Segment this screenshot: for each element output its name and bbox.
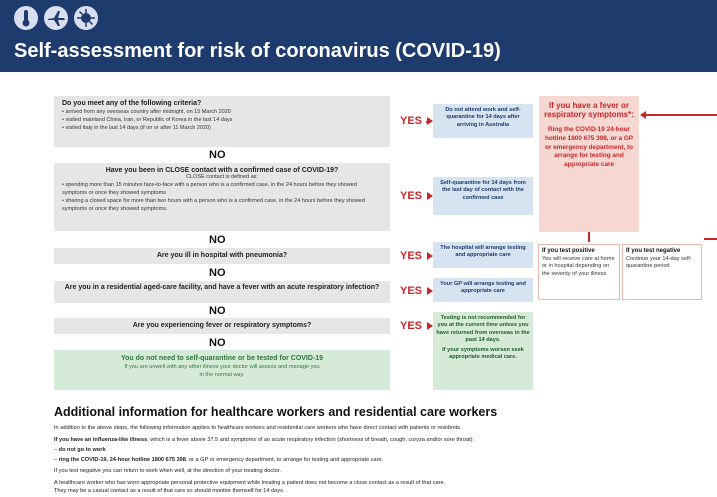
thermometer-icon — [14, 6, 38, 30]
close-contact-definition: CLOSE contact is defined as: — [186, 174, 258, 180]
criteria-bullet-3: • visited Italy in the last 14 days (if on or after 11 March 2020) — [62, 124, 211, 131]
additional-info-title: Additional information for healthcare workers and residential care workers — [54, 405, 498, 419]
influenza-line: If you have an influenza-like illness, which is a fever above 37.5 and symptoms of an acute respiratory infection (shortness of breath, cough, coryza and/or sore throat): — [54, 437, 475, 443]
test-positive-heading: If you test positive — [542, 248, 595, 254]
test-negative-box — [622, 244, 702, 300]
close-contact-question-box — [54, 163, 390, 231]
airplane-icon — [44, 6, 68, 30]
no-label-2: NO — [209, 234, 226, 246]
close-contact-bullet-1: • spending more than 15 minutes face-to-face with a person who is a confirmed case, in the 24 hours before they showed symptoms or once they showed symptoms — [62, 181, 357, 196]
yes-label-5: YES — [400, 320, 423, 332]
no-quarantine-title: You do not need to self-quarantine or be tested for COVID-19 — [120, 355, 324, 362]
criteria-question: Do you meet any of the following criteria? — [62, 100, 202, 107]
symptoms-question: Are you experiencing fever or respiratory symptoms? — [132, 322, 312, 329]
test-negative-heading: If you test negative — [626, 248, 681, 254]
ppe-line-2: They may be a casual contact as a result of that care so should monitor themself for 14 days. — [54, 488, 285, 494]
symptom-body: Ring the COVID-19 24-hour hotline 1800 675 398, or a GP or emergency department, to arrange for testing and appropriate care — [544, 126, 634, 168]
symptoms-question-box — [54, 318, 390, 334]
yes-label-4: YES — [400, 285, 423, 297]
bullet-do-not-work: – do not go to work — [54, 447, 106, 453]
no-label-1: NO — [209, 149, 226, 161]
outcome-box-5 — [433, 312, 533, 390]
criteria-bullet-1: • arrived from any overseas country after midnight, on 15 March 2020 — [62, 109, 231, 115]
no-label-4: NO — [209, 305, 226, 317]
outcome-box-4: Your GP will arrange testing and appropriate care — [433, 278, 533, 302]
ppe-line-1: A healthcare worker who has worn appropriate personal protective equipment while treating a patient does not become a close contact as a result of that care. — [54, 480, 446, 486]
no-quarantine-box — [54, 350, 390, 390]
test-negative-text: Continue your 14-day self-quarantine period — [626, 256, 692, 270]
yes-label-1: YES — [400, 115, 423, 127]
aged-care-question-box — [54, 281, 390, 303]
outcome-box-2: Self-quarantine for 14 days from the last day of contact with the confirmed case — [433, 177, 533, 215]
close-contact-question: Have you been in CLOSE contact with a confirmed case of COVID-19? — [105, 167, 339, 174]
negative-return-line: If you test negative you can return to work when well, at the direction of your treating doctor. — [54, 468, 281, 474]
criteria-bullet-2: • visited mainland China, Iran, or Republic of Korea in the last 14 days — [62, 116, 233, 123]
symptom-box — [539, 96, 639, 232]
no-label-3: NO — [209, 267, 226, 279]
close-contact-bullet-2: • sharing a closed space for more than two hours with a person who is a confirmed case, in the 24 hours before they showed symptoms or once they showed symptoms. — [62, 197, 366, 212]
bullet-ring-hotline: – ring the COVID-19, 24-hour hotline 1800 675 398, or a GP or emergency department, to arrange for testing and appropriate care. — [54, 457, 384, 463]
yes-label-2: YES — [400, 190, 423, 202]
yes-label-3: YES — [400, 250, 423, 262]
test-positive-box — [538, 244, 620, 300]
aged-care-question: Are you in a residential aged-care facility, and have a fever with an acute respiratory infection? — [64, 284, 380, 291]
outcome-box-1: Do not attend work and self-quarantine for 14 days after arriving in Australia — [433, 104, 533, 138]
pneumonia-question: Are you ill in hospital with pneumonia? — [156, 252, 288, 259]
arrow-left-symptom — [640, 111, 646, 119]
symptom-heading: If you have a fever or respiratory symptoms*: — [544, 101, 634, 120]
pneumonia-question-box — [54, 248, 390, 264]
no-label-5: NO — [209, 337, 226, 349]
virus-icon — [74, 6, 98, 30]
test-positive-text: You will receive care at home or in hospital depending on the severity of your illness — [542, 256, 615, 277]
additional-intro: In addition to the above steps, the following information applies to healthcare workers and residential care workers who have direct contact with patients or residents. — [54, 425, 462, 431]
no-quarantine-text: If you are unwell with any other illness your doctor will assess and manage you in the normal way. — [124, 364, 320, 378]
test-negative-connector — [704, 238, 717, 240]
header-banner — [0, 0, 717, 72]
results-stem-line — [588, 232, 590, 242]
criteria-question-box — [54, 96, 390, 147]
symptom-feed-line — [644, 114, 717, 116]
page-title: Self-assessment for risk of coronavirus (COVID-19) — [14, 40, 501, 62]
outcome-box-3: The hospital will arrange testing and appropriate care — [433, 242, 533, 268]
symptoms-worsen-text: If your symptoms worsen seek appropriate medical care. — [442, 347, 524, 361]
testing-not-recommended-text: Testing is not recommended for you at the current time unless you have returned from overseas in the past 14 days. — [436, 315, 530, 343]
